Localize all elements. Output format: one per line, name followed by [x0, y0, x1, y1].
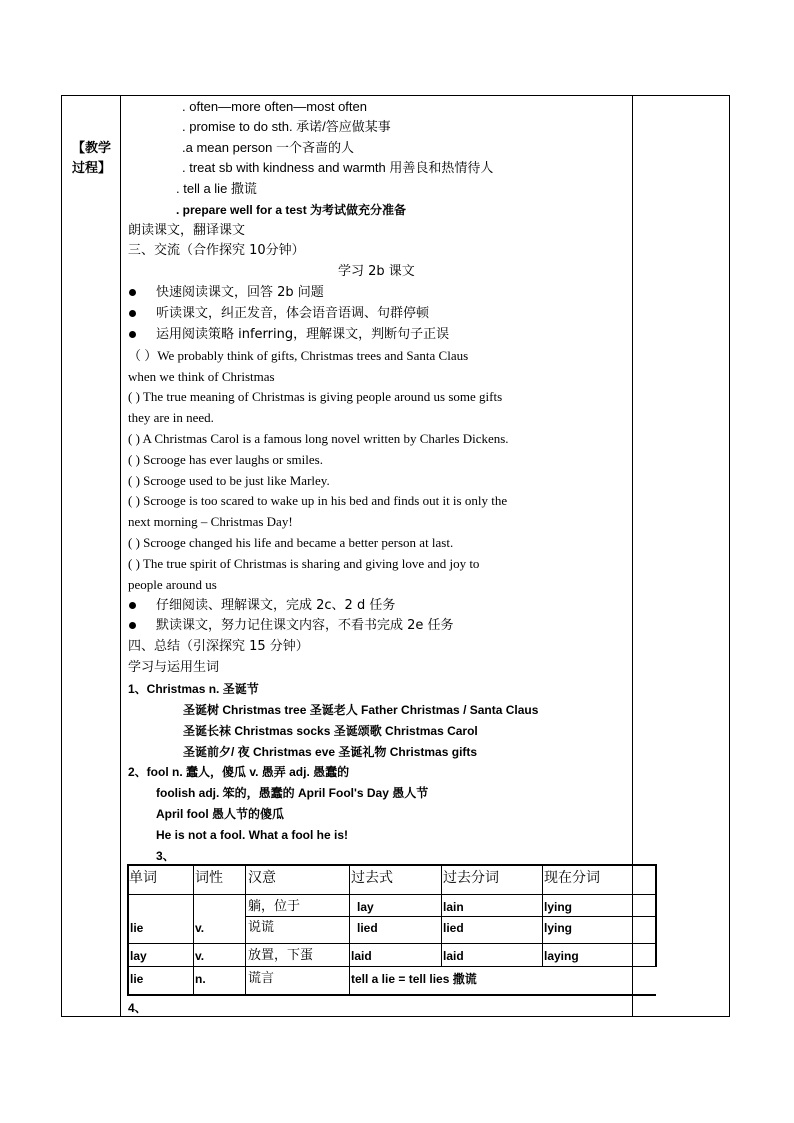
vocab-line: 圣诞长袜 Christmas socks 圣诞颂歌 Christmas Carol	[183, 724, 478, 738]
bullet-icon	[129, 289, 136, 296]
section-heading: 四、总结（引深探究 15 分钟）	[128, 639, 309, 654]
table-rule	[441, 864, 442, 967]
table-cell: laid	[443, 949, 464, 963]
tf-line: people around us	[128, 577, 217, 592]
section-heading: 三、交流（合作探究 10分钟）	[128, 243, 305, 258]
tf-line: ( ) Scrooge is too scared to wake up in his bed and finds out it is only the	[128, 493, 508, 508]
table-rule	[655, 864, 657, 967]
vocab-line: foolish adj. 笨的，愚蠢的 April Fool's Day 愚人节	[156, 786, 429, 800]
bullet-icon	[129, 602, 136, 609]
section-label-line-1: 【教学	[72, 141, 112, 156]
phrase-line: . promise to do sth. 承诺/答应做某事	[182, 119, 391, 134]
phrase-line: . prepare well for a test 为考试做充分准备	[176, 203, 407, 217]
table-cell: tell a lie = tell lies 撒谎	[351, 972, 477, 986]
table-cell: 说谎	[248, 920, 275, 935]
tf-line: they are in need.	[128, 410, 214, 425]
table-rule	[127, 864, 656, 866]
table-cell: v.	[195, 921, 205, 935]
tf-line: when we think of Christmas	[128, 369, 275, 384]
table-rule	[193, 864, 194, 995]
table-cell: lie	[130, 972, 144, 986]
tf-line: ( ) Scrooge used to be just like Marley.	[128, 473, 330, 488]
table-cell: 放置，下蛋	[248, 948, 314, 963]
vocab-line: He is not a fool. What a fool he is!	[156, 828, 349, 842]
bullet-text: 默读课文，努力记住课文内容，不看书完成 2e 任务	[156, 618, 454, 633]
tf-line: ( ) The true spirit of Christmas is sharing and giving love and joy to	[128, 556, 480, 571]
table-cell: laid	[351, 949, 372, 963]
table-header: 现在分词	[544, 870, 600, 886]
table-rule	[127, 994, 656, 996]
table-rule	[349, 864, 350, 995]
bullet-icon	[129, 331, 136, 338]
bullet-text: 快速阅读课文，回答 2b 问题	[156, 285, 324, 300]
phrase-line: . often—more often—most often	[182, 99, 367, 114]
frame-col-divider-2	[632, 95, 633, 1017]
phrase-line: . treat sb with kindness and warmth 用善良和热情待人	[182, 160, 494, 175]
vocab-line: April fool 愚人节的傻瓜	[156, 807, 284, 821]
centered-heading: 学习 2b 课文	[338, 264, 415, 279]
frame-bottom	[61, 1016, 730, 1017]
vocab-line: 2、fool n. 蠢人，傻瓜 v. 愚弄 adj. 愚蠢的	[128, 765, 350, 779]
tf-line: （ ）We probably think of gifts, Christmas trees and Santa Claus	[128, 348, 469, 363]
bullet-icon	[129, 310, 136, 317]
bullet-text: 听读课文，纠正发音，体会语音语调、句群停顿	[156, 306, 430, 321]
frame-left	[61, 95, 62, 1017]
table-header: 过去式	[351, 870, 393, 886]
vocab-line: 圣诞树 Christmas tree 圣诞老人 Father Christmas / Santa Claus	[183, 703, 539, 717]
table-rule	[245, 864, 246, 995]
section-label-line-2: 过程】	[72, 161, 112, 176]
table-cell: lain	[443, 900, 464, 914]
vocab-line: 圣诞前夕/ 夜 Christmas eve 圣诞礼物 Christmas gifts	[183, 745, 478, 759]
table-cell: laying	[544, 949, 579, 963]
section-label	[72, 139, 111, 179]
table-cell: lie	[130, 921, 144, 935]
frame-top	[61, 95, 730, 96]
table-header: 词性	[195, 870, 223, 886]
tf-line: ( ) Scrooge has ever laughs or smiles.	[128, 452, 323, 467]
table-cell: lying	[544, 921, 573, 935]
table-cell: lied	[357, 921, 378, 935]
bullet-icon	[129, 622, 136, 629]
table-cell: lay	[357, 900, 374, 914]
frame-col-divider-1	[120, 95, 121, 1017]
vocab-line: 1、Christmas n. 圣诞节	[128, 682, 259, 696]
tf-line: ( ) The true meaning of Christmas is giving people around us some gifts	[128, 389, 503, 404]
item-number: 4、	[128, 1001, 147, 1015]
table-rule	[127, 943, 656, 944]
table-cell: lied	[443, 921, 464, 935]
table-cell: lay	[130, 949, 147, 963]
table-header: 单词	[129, 870, 157, 886]
vocab-line: 3、	[156, 849, 175, 863]
bullet-text: 运用阅读策略 inferring，理解课文，判断句子正误	[156, 327, 450, 342]
table-rule	[127, 966, 656, 967]
table-rule	[245, 916, 656, 917]
table-rule	[127, 894, 656, 895]
table-cell: 躺，位于	[248, 899, 301, 914]
table-cell: lying	[544, 900, 573, 914]
frame-right	[729, 95, 730, 1017]
table-rule	[542, 864, 543, 967]
table-cell: n.	[195, 972, 206, 986]
tf-line: ( ) A Christmas Carol is a famous long novel written by Charles Dickens.	[128, 431, 509, 446]
subheading: 学习与运用生词	[128, 660, 220, 675]
phrase-line: . tell a lie 撒谎	[176, 181, 257, 196]
table-cell: 谎言	[248, 971, 275, 986]
table-cell: v.	[195, 949, 205, 963]
table-header: 汉意	[248, 870, 276, 886]
tf-line: ( ) Scrooge changed his life and became a better person at last.	[128, 535, 454, 550]
table-header: 过去分词	[443, 870, 499, 886]
bullet-text: 仔细阅读、理解课文，完成 2c、2 d 任务	[156, 598, 396, 613]
tf-line: next morning – Christmas Day!	[128, 514, 293, 529]
instruction-text: 朗读课文，翻译课文	[128, 223, 246, 238]
phrase-line: .a mean person 一个吝啬的人	[182, 140, 354, 155]
